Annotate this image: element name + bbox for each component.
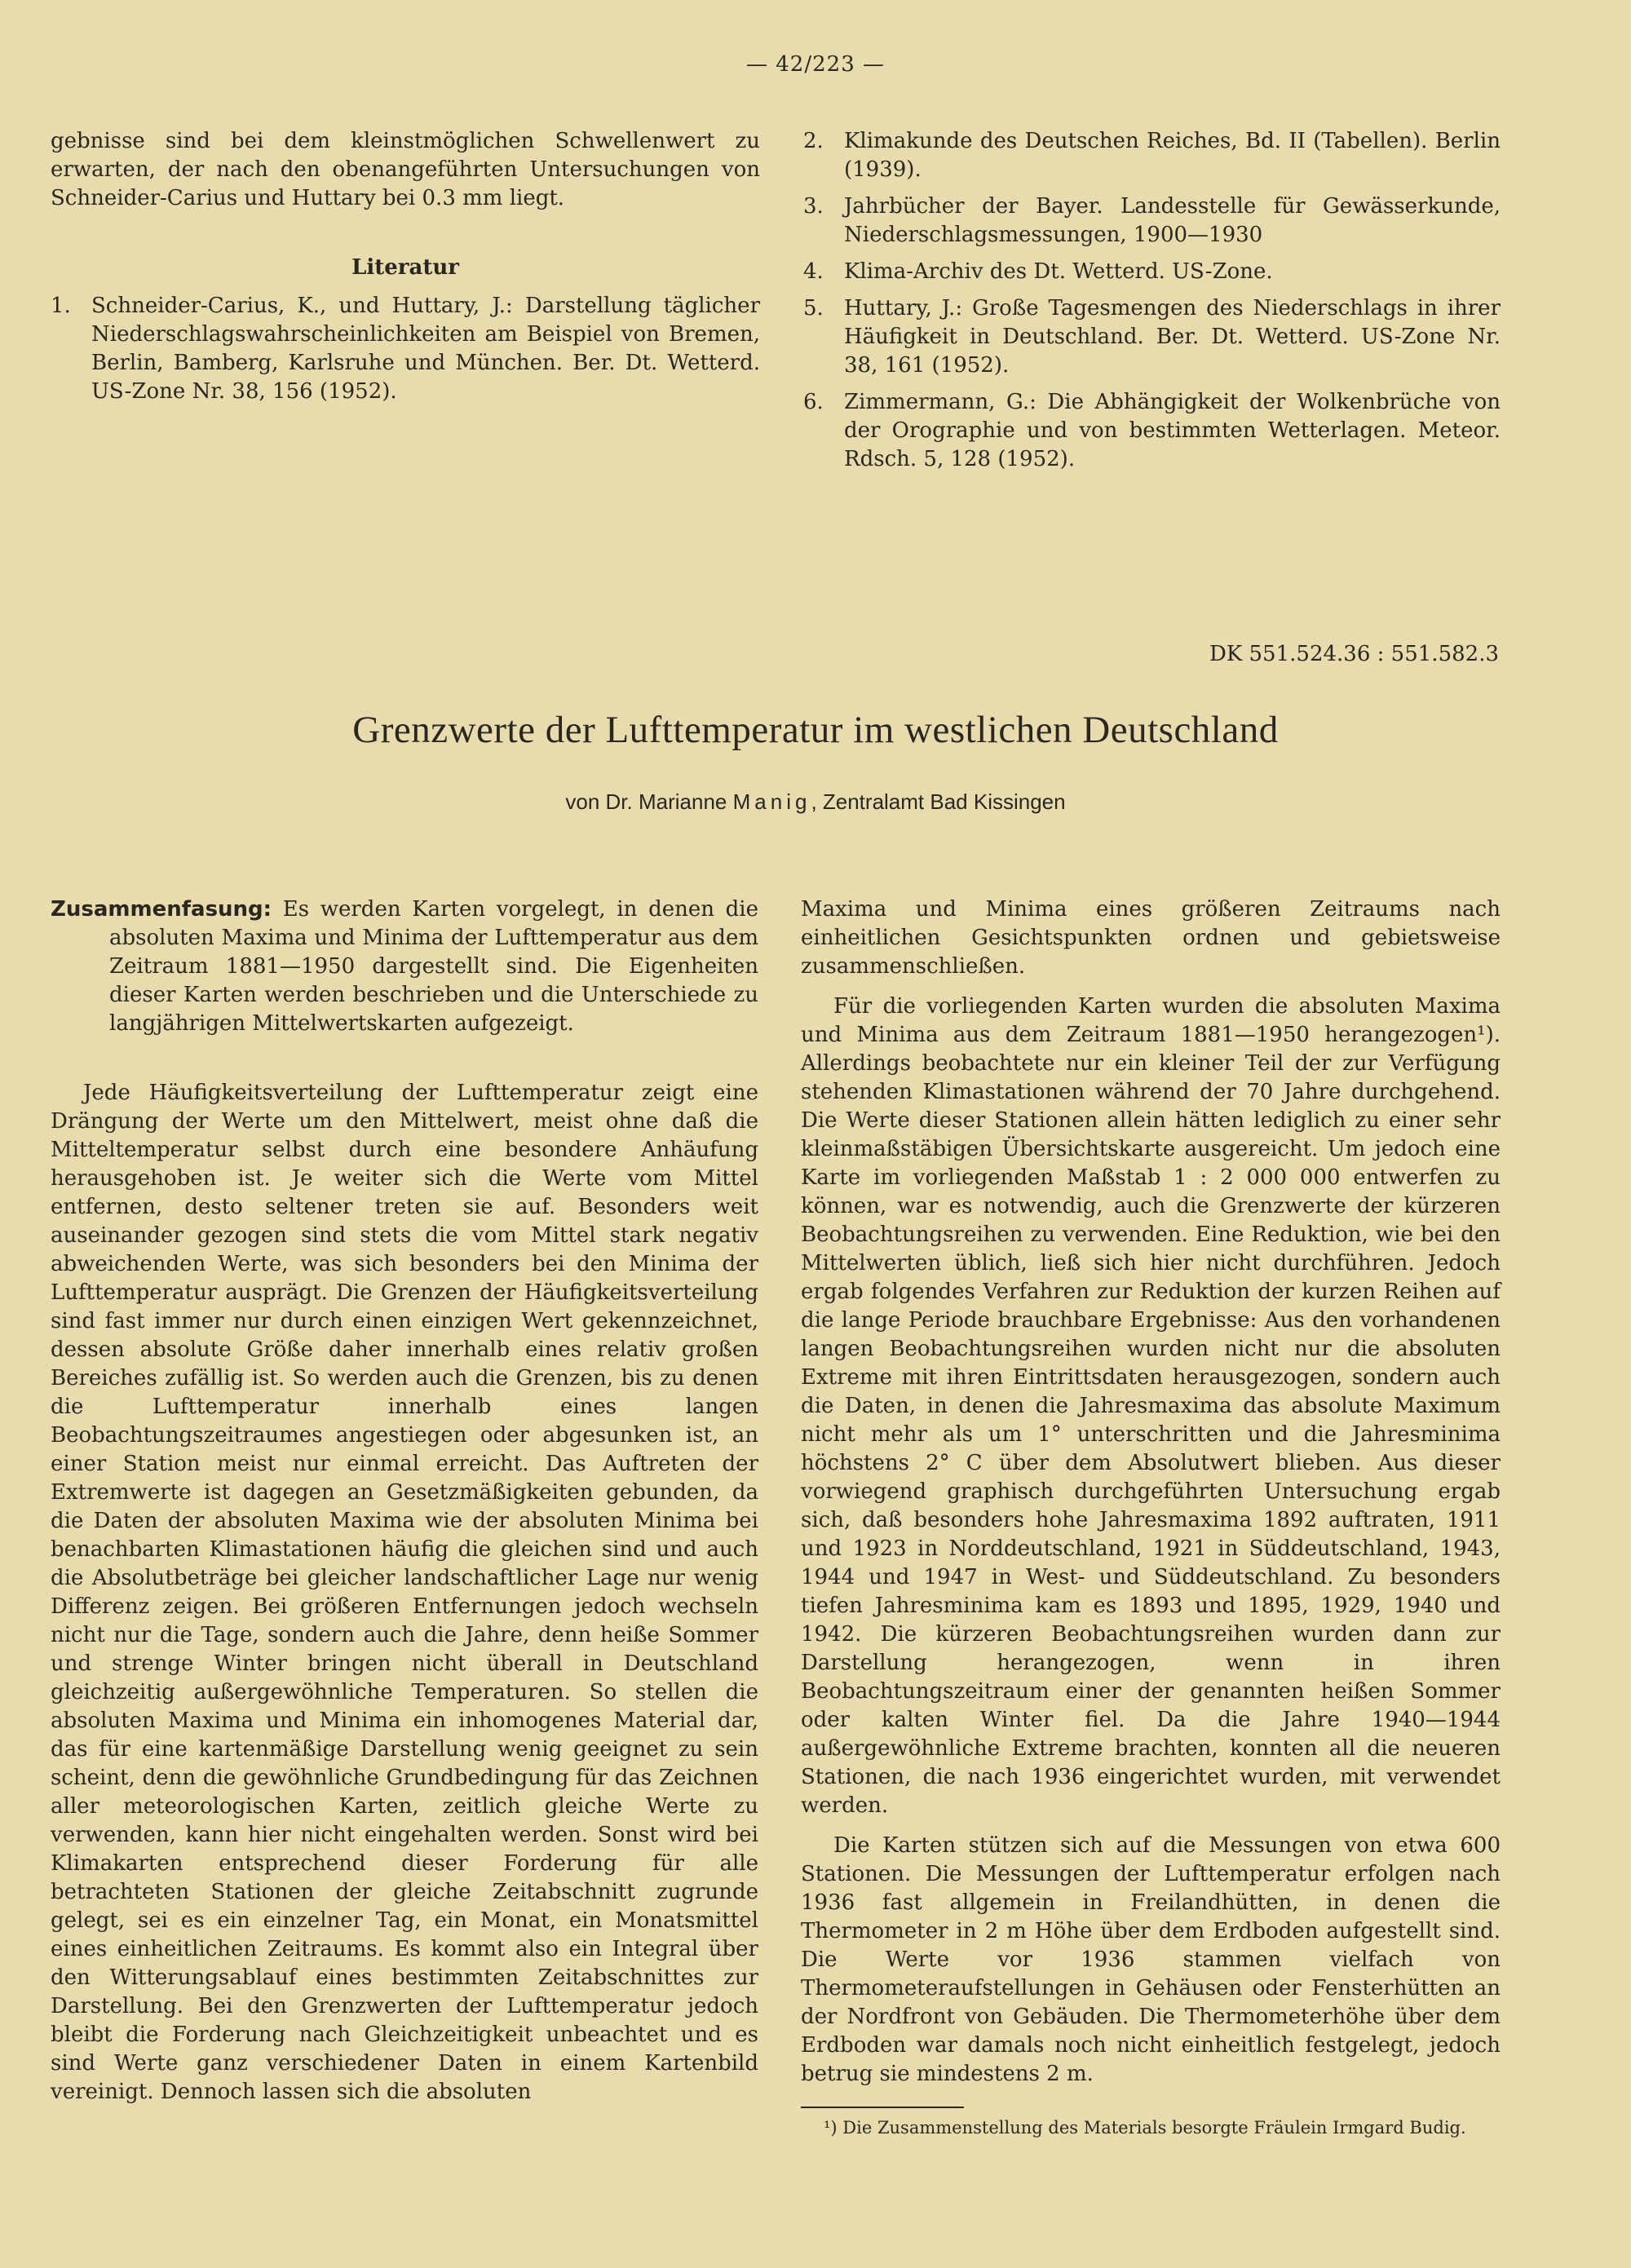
dk-classification: DK 551.524.36 : 551.582.3 — [1209, 642, 1499, 666]
body-paragraph: Die Karten stützen sich auf die Messungen von etwa 600 Stationen. Die Messungen der Lufttemperatur erfolgen nach 1936 fast allgemein in Freilandhütten, in denen die Thermometer in 2 m Höhe über dem Erdboden aufgestellt sind. Die Werte vor 1936 stammen vielfach von Thermometeraufstellungen in Gehäusen oder Fensterhütten an der Nordfront von Gebäuden. Die Thermometerhöhe über dem Erdboden war damals noch nicht einheitlich festgelegt, jedoch betrug sie mindestens 2 m. — [801, 1833, 1501, 2086]
summary-label: Zusammenfasung: — [51, 897, 272, 922]
reference-text: Klimakunde des Deutschen Reiches, Bd. II (Tabellen). Berlin (1939). — [844, 129, 1501, 182]
reference-number: 4. — [803, 259, 824, 284]
reference-item — [803, 294, 1501, 380]
reference-number: 5. — [803, 296, 824, 321]
article-byline — [0, 789, 1631, 815]
reference-text: Huttary, J.: Große Tagesmengen des Niederschlags in ihrer Häufigkeit in Deutschland. Ber. Dt. Wetterd. US-Zone Nr. 38, 161 (1952). — [844, 296, 1501, 378]
continued-text: gebnisse sind bei dem kleinstmöglichen Schwellenwert zu erwarten, der nach den obenangeführten Untersuchungen von Schneider-Carius und Huttary bei 0.3 mm liegt. — [51, 129, 760, 210]
reference-number: 3. — [803, 194, 824, 219]
footnote: ¹) Die Zusammenstellung des Materials besorgte Fräulein Irmgard Budig. — [824, 2118, 1466, 2138]
reference-item — [51, 292, 760, 406]
literature-heading: Literatur — [351, 255, 459, 280]
article-title: Grenzwerte der Lufttemperatur im westlichen Deutschland — [352, 709, 1279, 751]
footnote-divider — [801, 2107, 964, 2108]
reference-number: 1. — [51, 294, 71, 318]
reference-text: Klima-Archiv des Dt. Wetterd. US-Zone. — [844, 259, 1273, 284]
reference-item — [803, 127, 1501, 184]
reference-text: Schneider-Carius, K., und Huttary, J.: Darstellung täglicher Niederschlagswahrscheinlichkeiten am Beispiel von Bremen, Berlin, Bamberg, Karlsruhe und München. Ber. Dt. Wetterd. US-Zone Nr. 38, 156 (1952). — [91, 294, 760, 404]
summary — [51, 895, 758, 1038]
summary-text: Es werden Karten vorgelegt, in denen die absoluten Maxima und Minima der Lufttemperatur aus dem Zeitraum 1881—1950 dargestellt sind. Die Eigenheiten dieser Karten werden beschrieben und die Unterschiede zu langjährigen Mittelwertskarten aufgezeigt. — [109, 897, 758, 1036]
author-name: Manig — [732, 789, 811, 814]
top-left-column — [51, 127, 760, 414]
byline-affiliation: , Zentralamt Bad Kissingen — [811, 789, 1066, 814]
body-paragraph: Jede Häufigkeitsverteilung der Lufttemperatur zeigt eine Drängung der Werte um den Mittelwert, meist ohne daß die Mitteltemperatur selbst durch eine besondere Anhäufung herausgehoben ist. Je weiter sich die Werte vom Mittel entfernen, desto seltener treten sie auf. Besonders weit auseinander gezogen sind stets die vom Mittel stark negativ abweichenden Werte, was sich besonders bei den Minima der Lufttemperatur ausprägt. Die Grenzen der Häufigkeitsverteilung sind fast immer nur durch einen einzigen Wert gekennzeichnet, dessen absolute Größe daher innerhalb eines relativ großen Bereiches zufällig ist. So werden auch die Grenzen, bis zu denen die Lufttemperatur innerhalb eines langen Beobachtungszeitraumes angestiegen oder abgesunken ist, an einer Station meist nur einmal erreicht. Das Auftreten der Extremwerte ist dagegen an Gesetzmäßigkeiten gebunden, da die Daten der absoluten Maxima wie der absoluten Minima bei benachbarten Klimastationen häufig die gleichen sind und auch die Absolutbeträge bei gleicher landschaftlicher Lage nur wenig Differenz zeigen. Bei größeren Entfernungen jedoch wechseln nicht nur die Tage, sondern auch die Jahre, denn heiße Sommer und strenge Winter bringen nicht überall in Deutschland gleichzeitig außergewöhnliche Temperaturen. So stellen die absoluten Maxima und Minima ein inhomogenes Material dar, das für eine kartenmäßige Darstellung wenig geeignet zu sein scheint, denn die gewöhnliche Grundbedingung für das Zeichnen aller meteorologischen Karten, zeitlich gleiche Werte zu verwenden, kann hier nicht eingehalten werden. Sonst wird bei Klimakarten entsprechend dieser Forderung für alle betrachteten Stationen der gleiche Zeitabschnitt zugrunde gelegt, sei es ein einzelner Tag, ein Monat, ein Monatsmittel eines einheitlichen Zeitraums. Es kommt also ein Integral über den Witterungsablauf eines bestimmten Zeitabschnittes zur Darstellung. Bei den Grenzwerten der Lufttemperatur jedoch bleibt die Forderung nach Gleichzeitigkeit unbeachtet und es sind Werte ganz verschiedener Daten in einem Kartenbild vereinigt. Dennoch lassen sich die absoluten — [51, 1081, 758, 2104]
reference-text: Jahrbücher der Bayer. Landesstelle für Gewässerkunde, Niederschlagsmessungen, 1900—1930 — [844, 194, 1501, 247]
reference-number: 6. — [803, 390, 824, 414]
page-number: — 42/223 — — [746, 52, 885, 77]
reference-text: Zimmermann, G.: Die Abhängigkeit der Wolkenbrüche von der Orographie und von bestimmten Wetterlagen. Meteor. Rdsch. 5, 128 (1952). — [844, 390, 1501, 471]
reference-list — [803, 127, 1501, 474]
reference-number: 2. — [803, 129, 824, 153]
reference-list — [51, 292, 760, 406]
top-right-column — [803, 127, 1501, 482]
reference-item — [803, 258, 1501, 286]
body-paragraph: Maxima und Minima eines größeren Zeitraums nach einheitlichen Gesichtspunkten ordnen und gebietsweise zusammenschließen. — [801, 897, 1501, 979]
reference-item — [803, 192, 1501, 250]
article-right-column — [801, 895, 1501, 2140]
byline-prefix: von Dr. Marianne — [565, 789, 727, 814]
article-left-column — [51, 895, 758, 2107]
body-paragraph: Für die vorliegenden Karten wurden die absoluten Maxima und Minima aus dem Zeitraum 1881—1950 herangezogen¹). Allerdings beobachtete nur ein kleiner Teil der zur Verfügung stehenden Klimastationen während der 70 Jahre durchgehend. Die Werte dieser Stationen allein hätten lediglich zu einer sehr kleinmaßstäbigen Übersichtskarte ausgereicht. Um jedoch eine Karte im vorliegenden Maßstab 1 : 2 000 000 entwerfen zu können, war es notwendig, auch die Grenzwerte der kürzeren Beobachtungsreihen zu verwenden. Eine Reduktion, wie bei den Mittelwerten üblich, ließ sich hier nicht durchführen. Jedoch ergab folgendes Verfahren zur Reduktion der kurzen Reihen auf die lange Periode brauchbare Ergebnisse: Aus den vorhandenen langen Beobachtungsreihen wurden nicht nur die absoluten Extreme mit ihren Eintrittsdaten herausgezogen, sondern auch die Daten, in denen die Jahresmaxima das absolute Maximum nicht mehr als um 1° unterschritten und die Jahresminima höchstens 2° C über dem Absolutwert blieben. Aus dieser vorwiegend graphisch durchgeführten Untersuchung ergab sich, daß besonders hohe Jahresmaxima 1892 auftraten, 1911 und 1923 in Norddeutschland, 1921 in Süddeutschland, 1943, 1944 und 1947 in West- und Süddeutschland. Zu besonders tiefen Jahresminima kam es 1893 und 1895, 1929, 1940 und 1942. Die kürzeren Beobachtungsreihen wurden dann zur Darstellung herangezogen, wenn in ihren Beobachtungszeitraum einer der genannten heißen Sommer oder kalten Winter fiel. Da die Jahre 1940—1944 außergewöhnliche Extreme brachten, konnten all die neueren Stationen, die nach 1936 eingerichtet wurden, mit verwendet werden. — [801, 994, 1501, 1818]
reference-item — [803, 388, 1501, 474]
